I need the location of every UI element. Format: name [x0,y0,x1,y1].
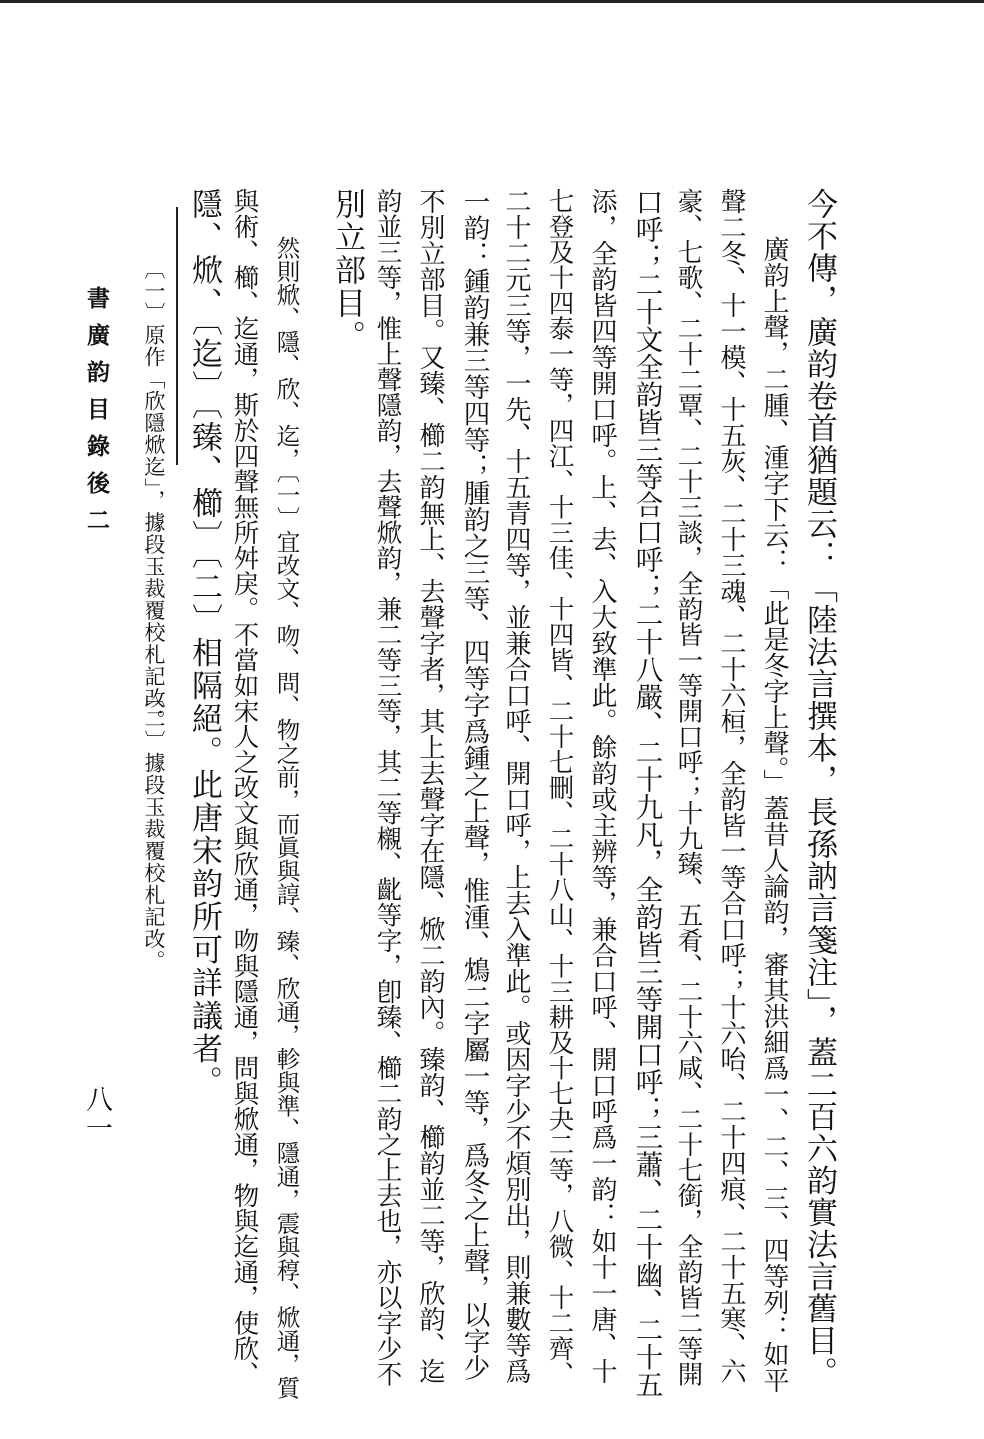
text-column-10: 不別立部目。又臻、櫛二韵無上、去聲字者，其上去聲字在隱、焮二韵內。臻韵、櫛韵並二等，欣韵、迄 [415,188,445,1384]
text-column-1: 今不傳，廣韵卷首猶題云：「陸法言撰本，長孫訥言箋注」，蓋二百六韵實法言舊目。 [801,188,837,1389]
text-column-14: 與術、櫛、迄通，斯於四聲無所舛戾。不當如宋人之改文與欣通，吻與隱通，問與焮通，物與迄通，使欣、 [229,188,260,1387]
text-column-4: 豪、七歌、二十二覃、二十三談，全韵皆一等開口呼；十九臻、五肴、二十六咸、二十七銜，全韵皆二等開 [673,188,704,1387]
text-column-9: 一韵：鍾韵兼三等四等；腫韵之三等、四等字爲鍾之上聲，惟湩、鴆二字屬一等，爲冬之上聲，以字少 [458,188,490,1381]
text-column-13: 然則焮、隱、欣、迄，〔一〕宜改文、吻、問、物之前，而眞與諄、臻、欣通，軫與準、隱通，震與稕、焮通，質 [272,236,301,1400]
text-column-11: 韵並三等，惟上聲隱韵，去聲焮韵，兼二等三等，其二等櫬、齔等字，卽臻、櫛二韵之上去也，亦以字少不 [372,188,403,1387]
text-column-3: 聲二冬、十一模、十五灰、二十三魂、二十六桓，全韵皆一等合口呼；十六咍、二十四痕、二十五寒、六 [716,188,746,1384]
text-column-5: 口呼；二十文全韵皆三等合口呼；二十八嚴、二十九凡，全韵皆三等開口呼；三蕭、二十幽、二十五 [630,188,663,1398]
text-column-8: 二十二元三等，一先、十五青四等，並兼合口呼、開口呼，上去入準此。或因字少不煩別出，則兼數等爲 [501,188,531,1384]
running-title: 書廣韵目錄後二 [83,286,110,545]
footnote-divider [176,207,178,465]
footnote-2: 〔二〕據段玉裁覆校札記改。 [142,686,166,972]
text-column-2: 廣韵上聲，二腫、湩字下云：「此是冬字上聲。」蓋昔人論韵，審其洪細爲一、二、三、四等列：如平 [759,236,789,1393]
footnote-1: 〔一〕原作「欣隱焮迄」，據段玉裁覆校札記改。 [142,258,166,732]
page-top-border [0,0,984,3]
page-number: 八一 [81,1085,112,1143]
text-column-6: 添，全韵皆四等開口呼。上、去、入大致準此。餘韵或主辨等，兼合口呼、開口呼爲一韵：如十一唐、十 [587,188,617,1384]
text-column-12: 別立部目。 [329,188,365,353]
text-column-7: 七登及十四泰一等，四江、十三佳、十四皆、二十七刪、二十八山、十三耕及十七夬二等，八微、十二齊、 [544,188,575,1387]
text-column-15: 隱、焮、〔迄〕〔臻、櫛〕〔二〕相隔絕。此唐宋韵所可詳議者。 [186,188,222,1099]
